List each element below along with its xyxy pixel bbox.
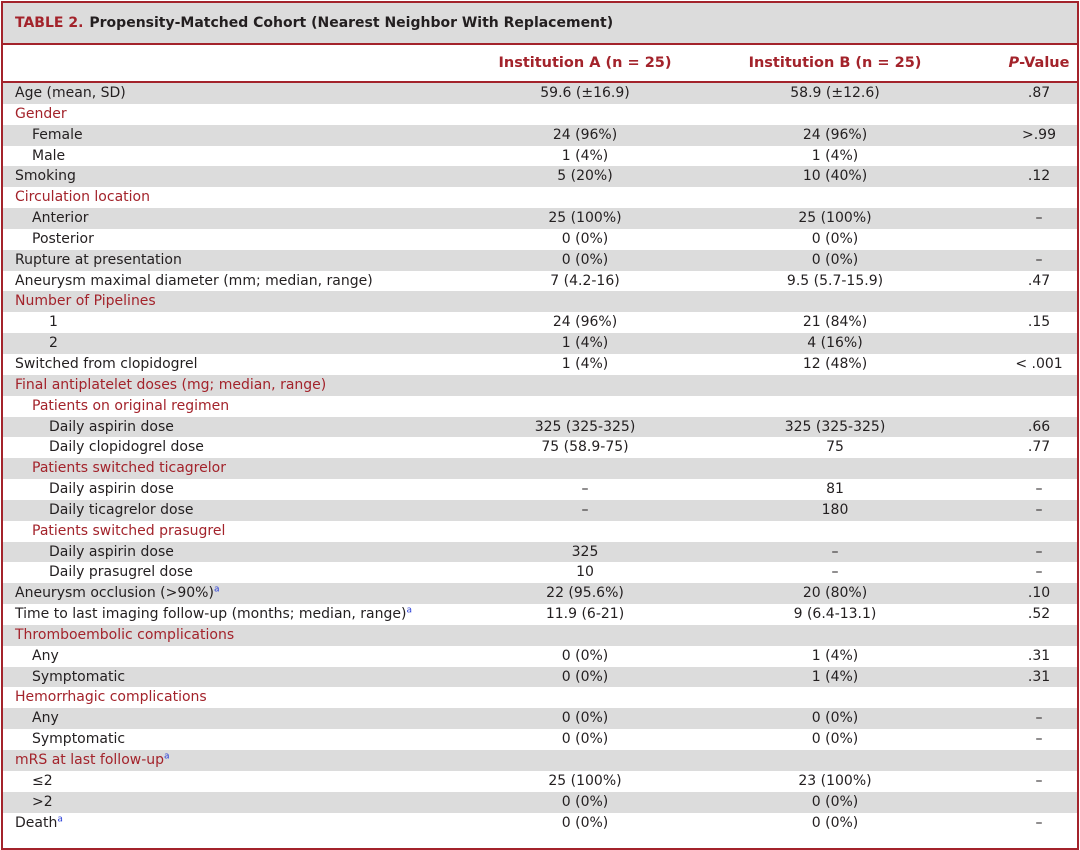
p-value: – (1035, 814, 1043, 831)
row-label-text: Rupture at presentation (15, 251, 182, 268)
p-value: .15 (1027, 314, 1051, 331)
footnote-marker: a (57, 813, 63, 824)
institution-b-value: 1 (4%) (811, 647, 859, 664)
table-row (3, 813, 1077, 834)
row-label-text: Age (mean, SD) (15, 85, 126, 101)
institution-a-value: 24 (96%) (552, 126, 618, 143)
institution-a-value: 0 (0%) (561, 814, 609, 831)
institution-a-value: 0 (0%) (561, 251, 609, 268)
row-label (15, 604, 412, 625)
institution-a-value: 7 (4.2-16) (550, 272, 620, 289)
institution-a-value: 1 (4%) (561, 335, 609, 352)
p-value: – (1035, 543, 1043, 560)
row-label-text: Gender (15, 105, 67, 122)
institution-a-value: 325 (571, 543, 599, 560)
table-row (3, 333, 1077, 354)
table-row (3, 125, 1077, 146)
row-label-text: Thromboembolic complications (15, 626, 235, 643)
row-label (49, 437, 204, 458)
row-label-text: Daily ticagrelor dose (49, 501, 194, 518)
institution-b-value: 0 (0%) (811, 814, 859, 831)
row-label-text: 2 (49, 335, 58, 352)
institution-b-value: 0 (0%) (811, 710, 859, 727)
section-row (3, 687, 1077, 708)
row-label-text: Daily clopidogrel dose (49, 439, 204, 456)
table-row (3, 417, 1077, 438)
table-row (3, 646, 1077, 667)
table-row (3, 271, 1077, 292)
row-label (32, 771, 53, 792)
header-p-rest: -Value (1019, 55, 1070, 71)
table-row (3, 437, 1077, 458)
institution-a-value: 1 (4%) (561, 147, 609, 164)
row-label (15, 625, 234, 646)
institution-a-value: 59.6 (±16.9) (540, 85, 630, 101)
institution-b-value: 1 (4%) (811, 147, 859, 164)
section-row (3, 187, 1077, 208)
table-row (3, 729, 1077, 750)
data-table (1, 1, 1079, 850)
row-label (32, 646, 59, 667)
header-institution-b: Institution B (n = 25) (748, 55, 922, 71)
row-label-text: Female (32, 126, 83, 143)
table-row (3, 562, 1077, 583)
row-label-text: Aneurysm occlusion (>90%) (15, 585, 214, 602)
institution-a-value: 25 (100%) (548, 772, 622, 789)
institution-a-value: 10 (576, 564, 594, 581)
row-label-text: Final antiplatelet doses (mg; median, range) (15, 376, 327, 393)
row-label (49, 312, 58, 333)
header-p-value (1009, 55, 1070, 71)
row-label (49, 333, 58, 354)
institution-a-value: 0 (0%) (561, 230, 609, 247)
institution-b-value: 20 (80%) (802, 585, 868, 602)
row-label (15, 583, 219, 604)
table-number: TABLE 2. (15, 15, 84, 31)
row-label (32, 208, 89, 229)
row-label (15, 271, 373, 292)
row-label (49, 417, 174, 438)
institution-b-value: 325 (325-325) (784, 418, 886, 435)
row-label-text: Number of Pipelines (15, 293, 156, 310)
row-label-text: Any (32, 710, 59, 727)
institution-b-value: 23 (100%) (798, 772, 872, 789)
institution-a-value: 0 (0%) (561, 647, 609, 664)
row-label-text: Male (32, 147, 66, 164)
institution-b-value: 1 (4%) (811, 668, 859, 685)
header-p-italic: P (1008, 55, 1020, 71)
institution-b-value: 81 (826, 481, 844, 498)
p-value: >.99 (1022, 126, 1056, 143)
row-label-text: Circulation location (15, 189, 150, 206)
p-value: .52 (1027, 606, 1051, 623)
institution-b-value: 0 (0%) (811, 251, 859, 268)
p-value: – (1035, 501, 1043, 518)
table-row (3, 354, 1077, 375)
institution-a-value: 11.9 (6-21) (545, 606, 625, 623)
institution-b-value: 180 (821, 501, 849, 518)
institution-b-value: 0 (0%) (811, 230, 859, 247)
row-label (32, 125, 83, 146)
section-row (3, 396, 1077, 417)
institution-b-value: 9 (6.4-13.1) (793, 606, 877, 623)
row-label-text: Death (15, 814, 58, 831)
row-label (15, 166, 76, 187)
institution-a-value: 1 (4%) (561, 355, 609, 372)
row-label-text: Daily aspirin dose (49, 481, 174, 498)
institution-a-value: 0 (0%) (561, 668, 609, 685)
row-label (32, 729, 125, 750)
row-label-text: Anterior (32, 210, 89, 227)
row-label (15, 813, 63, 834)
row-label (32, 396, 229, 417)
row-label (15, 104, 67, 125)
row-label-text: Smoking (15, 168, 76, 185)
row-label-text: mRS at last follow-up (15, 752, 165, 768)
institution-a-value: 24 (96%) (552, 314, 618, 331)
table-row (3, 479, 1077, 500)
table-row (3, 708, 1077, 729)
table-row (3, 667, 1077, 688)
section-row (3, 750, 1077, 771)
institution-b-value: 9.5 (5.7-15.9) (786, 272, 884, 289)
row-label-text: >2 (32, 793, 53, 810)
institution-a-value: 325 (325-325) (534, 418, 636, 435)
row-label-text: Aneurysm maximal diameter (mm; median, range) (15, 272, 373, 289)
row-label (49, 479, 174, 500)
row-label (15, 83, 126, 104)
row-label (32, 521, 225, 542)
p-value: – (1035, 710, 1043, 727)
institution-b-value: 25 (100%) (798, 210, 872, 227)
table-row (3, 208, 1077, 229)
institution-b-value: – (831, 564, 839, 581)
institution-b-value: 0 (0%) (811, 731, 859, 748)
table-row (3, 146, 1077, 167)
row-label-text: Patients switched ticagrelor (32, 460, 226, 477)
row-label (32, 792, 53, 813)
table-row (3, 166, 1077, 187)
p-value: – (1035, 481, 1043, 498)
p-value: .10 (1027, 585, 1051, 602)
section-row (3, 458, 1077, 479)
section-row (3, 521, 1077, 542)
row-label-text: ≤2 (32, 772, 53, 789)
row-label (15, 291, 156, 312)
row-label (32, 708, 59, 729)
p-value: .66 (1027, 418, 1051, 435)
table-row (3, 312, 1077, 333)
row-label (49, 542, 174, 563)
institution-b-value: 75 (826, 439, 844, 456)
row-label (15, 187, 150, 208)
institution-b-value: 4 (16%) (807, 335, 863, 352)
header-institution-a: Institution A (n = 25) (498, 55, 672, 71)
table-title: Propensity-Matched Cohort (Nearest Neighbor With Replacement) (89, 15, 614, 31)
row-label-text: Posterior (32, 230, 94, 247)
row-label (32, 667, 125, 688)
section-row (3, 104, 1077, 125)
row-label-text: Hemorrhagic complications (15, 689, 207, 706)
table-row (3, 792, 1077, 813)
p-value: .47 (1027, 272, 1051, 289)
row-label-text: 1 (49, 314, 58, 331)
table-row (3, 83, 1077, 104)
section-row (3, 625, 1077, 646)
institution-a-value: 25 (100%) (548, 210, 622, 227)
institution-b-value: 10 (40%) (802, 168, 868, 185)
row-label (15, 750, 170, 771)
section-row (3, 291, 1077, 312)
table-row (3, 604, 1077, 625)
institution-b-value: 58.9 (±12.6) (790, 85, 880, 101)
row-label-text: Daily aspirin dose (49, 543, 174, 560)
p-value: .77 (1027, 439, 1051, 456)
institution-a-value: 5 (20%) (557, 168, 613, 185)
row-label (32, 458, 226, 479)
p-value: – (1035, 251, 1043, 268)
row-label-text: Switched from clopidogrel (15, 355, 198, 372)
p-value: .87 (1027, 85, 1051, 101)
row-label (15, 375, 326, 396)
row-label (15, 687, 207, 708)
footnote-marker: a (164, 751, 170, 762)
footnote-marker: a (406, 605, 412, 616)
institution-a-value: – (581, 481, 589, 498)
p-value: – (1035, 210, 1043, 227)
p-value: – (1035, 731, 1043, 748)
row-label (32, 229, 94, 250)
table-row (3, 771, 1077, 792)
section-row (3, 375, 1077, 396)
table-row (3, 229, 1077, 250)
p-value: .12 (1027, 168, 1051, 185)
table-row (3, 250, 1077, 271)
table-row (3, 542, 1077, 563)
row-label-text: Patients switched prasugrel (32, 522, 226, 539)
row-label (15, 250, 182, 271)
p-value: – (1035, 772, 1043, 789)
table-row (3, 583, 1077, 604)
row-label-text: Daily aspirin dose (49, 418, 174, 435)
row-label-text: Symptomatic (32, 668, 126, 685)
institution-a-value: 0 (0%) (561, 710, 609, 727)
footnote-marker: a (213, 584, 220, 595)
institution-b-value: 0 (0%) (811, 793, 859, 810)
row-label (49, 562, 193, 583)
institution-a-value: 0 (0%) (561, 793, 609, 810)
p-value: < .001 (1015, 355, 1063, 372)
institution-a-value: 0 (0%) (561, 731, 609, 748)
row-label-text: Any (32, 647, 59, 664)
row-label-text: Time to last imaging follow-up (months; median, range) (15, 606, 407, 623)
table-header-row (3, 45, 1077, 83)
row-label (32, 146, 65, 167)
row-label-text: Patients on original regimen (32, 397, 230, 414)
institution-b-value: – (831, 543, 839, 560)
institution-b-value: 12 (48%) (802, 355, 868, 372)
p-value: .31 (1027, 668, 1051, 685)
row-label (15, 354, 198, 375)
p-value: .31 (1027, 647, 1051, 664)
institution-a-value: 75 (58.9-75) (541, 439, 629, 456)
institution-a-value: 22 (95.6%) (546, 585, 624, 602)
table-caption (3, 3, 1077, 45)
row-label (49, 500, 194, 521)
row-label-text: Daily prasugrel dose (49, 564, 193, 581)
institution-a-value: – (581, 501, 589, 518)
table-row (3, 500, 1077, 521)
table-body (3, 83, 1077, 833)
institution-b-value: 21 (84%) (802, 314, 868, 331)
p-value: – (1035, 564, 1043, 581)
institution-b-value: 24 (96%) (802, 126, 868, 143)
row-label-text: Symptomatic (32, 731, 126, 748)
